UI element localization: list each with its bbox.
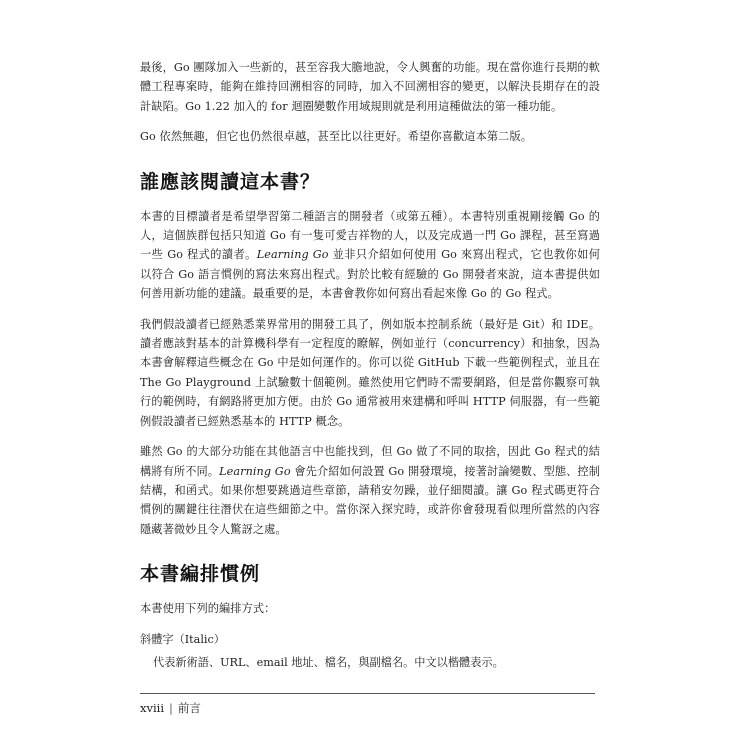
page-number: xviii: [140, 701, 165, 715]
who-paragraph-2: 我們假設讀者已經熟悉業界常用的開發工具了，例如版本控制系統（最好是 Git）和 IDE。讀者應該對基本的計算機科學有一定程度的瞭解，例如並行（concurrency）和抽象，因為本書會解釋這些概念在 Go 中是如何運作的。你可以從 GitHub 下載一些範例程式，並且在 The Go Playground 上試驗數十個範例。雖然使用它們時不需要網路，但是當你觀察可執行的範例時，有網路將更加方便。由於 Go 通常被用來建構和呼叫 HTTP 伺服器，有一些範例假設讀者已經熟悉基本的 HTTP 概念。: [140, 317, 600, 428]
intro-paragraph-2: Go 依然無趣，但它也仍然很卓越，甚至比以往更好。希望你喜歡這本第二版。: [140, 130, 533, 144]
who-paragraph-3: [140, 442, 600, 539]
intro-paragraph-1: 最後，Go 團隊加入一些新的，甚至容我大膽地說，令人興奮的功能。現在當你進行長期的軟體工程專案時，能夠在維持回溯相容的同時，加入不回溯相容的變更，以解決長期存在的設計缺陷。Go 1.22 加入的 for 迴圈變數作用域規則就是利用這種做法的第一種功能。: [140, 61, 600, 113]
conventions-intro: 本書使用下列的編排方式：: [140, 602, 276, 616]
who-p3-text-a: 雖然 Go 的大部分功能在其他語言中也能找到，但 Go 做了不同的取捨，因此 Go 程式的結構將有所不同。: [140, 445, 600, 478]
footer-divider: [140, 693, 595, 694]
footer-section-name: 前言: [177, 701, 201, 715]
book-title-italic: Learning Go: [256, 248, 329, 262]
book-title-italic-2: Learning Go: [219, 464, 291, 478]
page-footer: [140, 700, 201, 716]
convention-term-italic: 斜體字（Italic）: [140, 632, 225, 646]
heading-conventions: 本書編排慣例: [140, 563, 261, 586]
heading-who-should-read: 誰應該閱讀這本書？: [140, 170, 321, 193]
who-paragraph-1: [140, 207, 600, 304]
convention-term-description: 代表新術語、URL、email 地址、檔名，與副檔名。中文以楷體表示。: [153, 655, 504, 669]
footer-separator: |: [169, 701, 173, 715]
page-body: [140, 58, 600, 672]
who-p1-text-b: 並非只介紹如何使用 Go 來寫出程式，它也教你如何以符合 Go 語言慣例的寫法來寫出程式。對於比較有經驗的 Go 開發者來說，這本書提供如何善用新功能的建議。最重要的是，本書會教你如何寫出看起來像 Go 的 Go 程式。: [140, 248, 600, 301]
who-p1-text-a: 本書的目標讀者是希望學習第二種語言的開發者（或第五種）。本書特別重視剛接觸 Go 的人，這個族群包括只知道 Go 有一隻可愛吉祥物的人，以及完成過一門 Go 課程，甚至寫過一些 Go 程式的讀者。: [140, 209, 600, 262]
who-p3-text-b: 會先介紹如何設置 Go 開發環境，接著討論變數、型態、控制結構，和函式。如果你想要跳過這些章節，請稍安勿躁，並仔細閱讀。讓 Go 程式碼更符合慣例的關鍵往往潛伏在這些細節之中。當你深入探究時，或許你會發現看似理所當然的內容隱藏著微妙且令人驚訝之處。: [140, 464, 601, 536]
